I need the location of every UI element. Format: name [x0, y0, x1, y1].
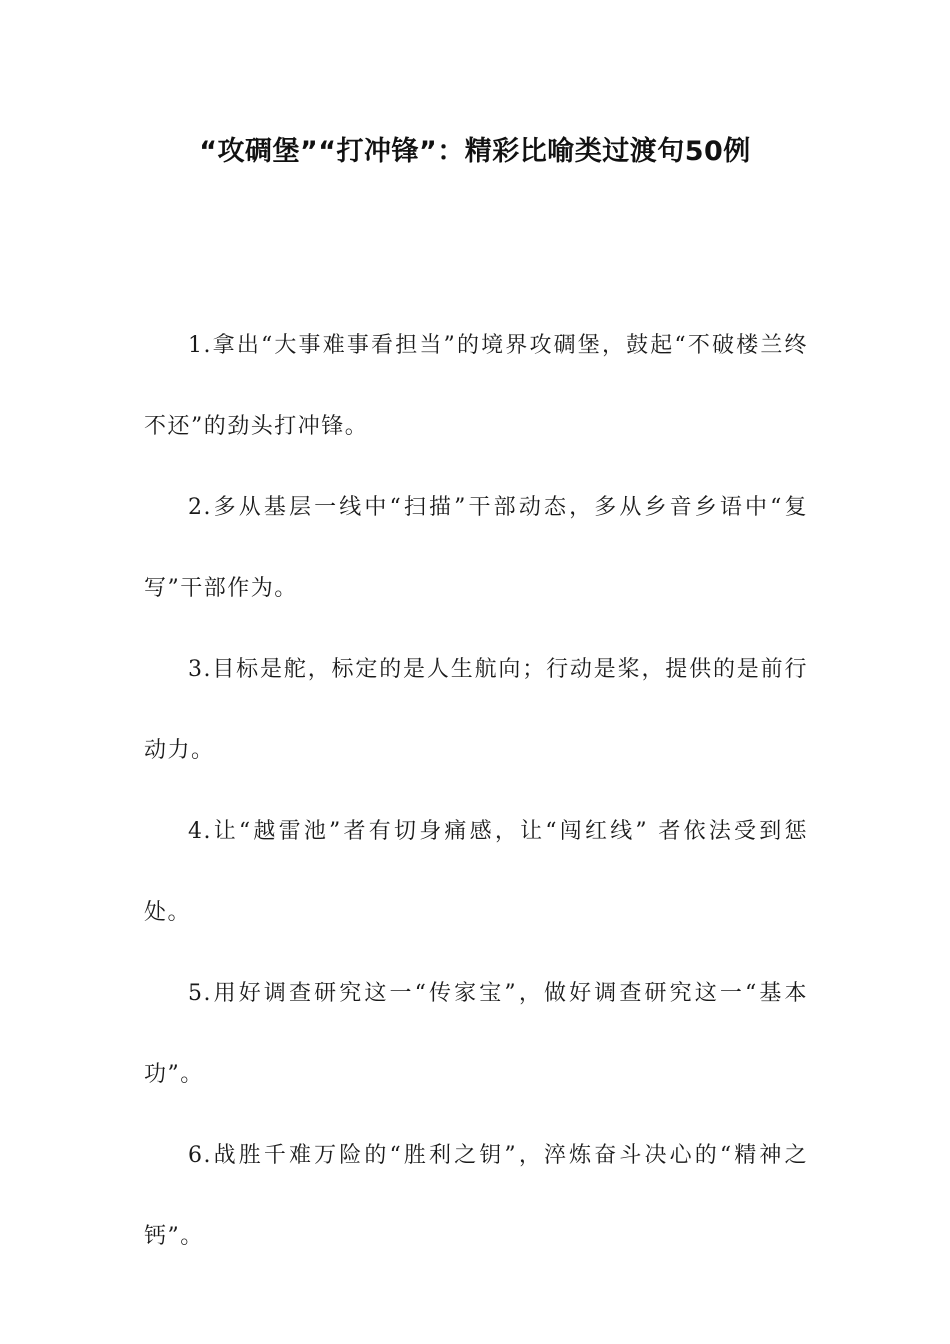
document-body	[144, 305, 808, 1277]
paragraph-4: 4.让“越雷池”者有切身痛感，让“闯红线” 者依法受到惩处。	[144, 819, 808, 925]
document-title: “攻碉堡”“打冲锋”：精彩比喻类过渡句50例	[199, 136, 751, 167]
paragraph-1: 1.拿出“大事难事看担当”的境界攻碉堡，鼓起“不破楼兰终不还”的劲头打冲锋。	[144, 333, 808, 439]
paragraph-6: 6.战胜千难万险的“胜利之钥”，淬炼奋斗决心的“精神之钙”。	[144, 1143, 808, 1249]
paragraph-5: 5.用好调查研究这一“传家宝”，做好调查研究这一“基本功”。	[144, 981, 808, 1087]
paragraph-3: 3.目标是舵，标定的是人生航向；行动是桨，提供的是前行动力。	[144, 657, 808, 763]
paragraph-2: 2.多从基层一线中“扫描”干部动态，多从乡音乡语中“复写”干部作为。	[144, 495, 808, 601]
